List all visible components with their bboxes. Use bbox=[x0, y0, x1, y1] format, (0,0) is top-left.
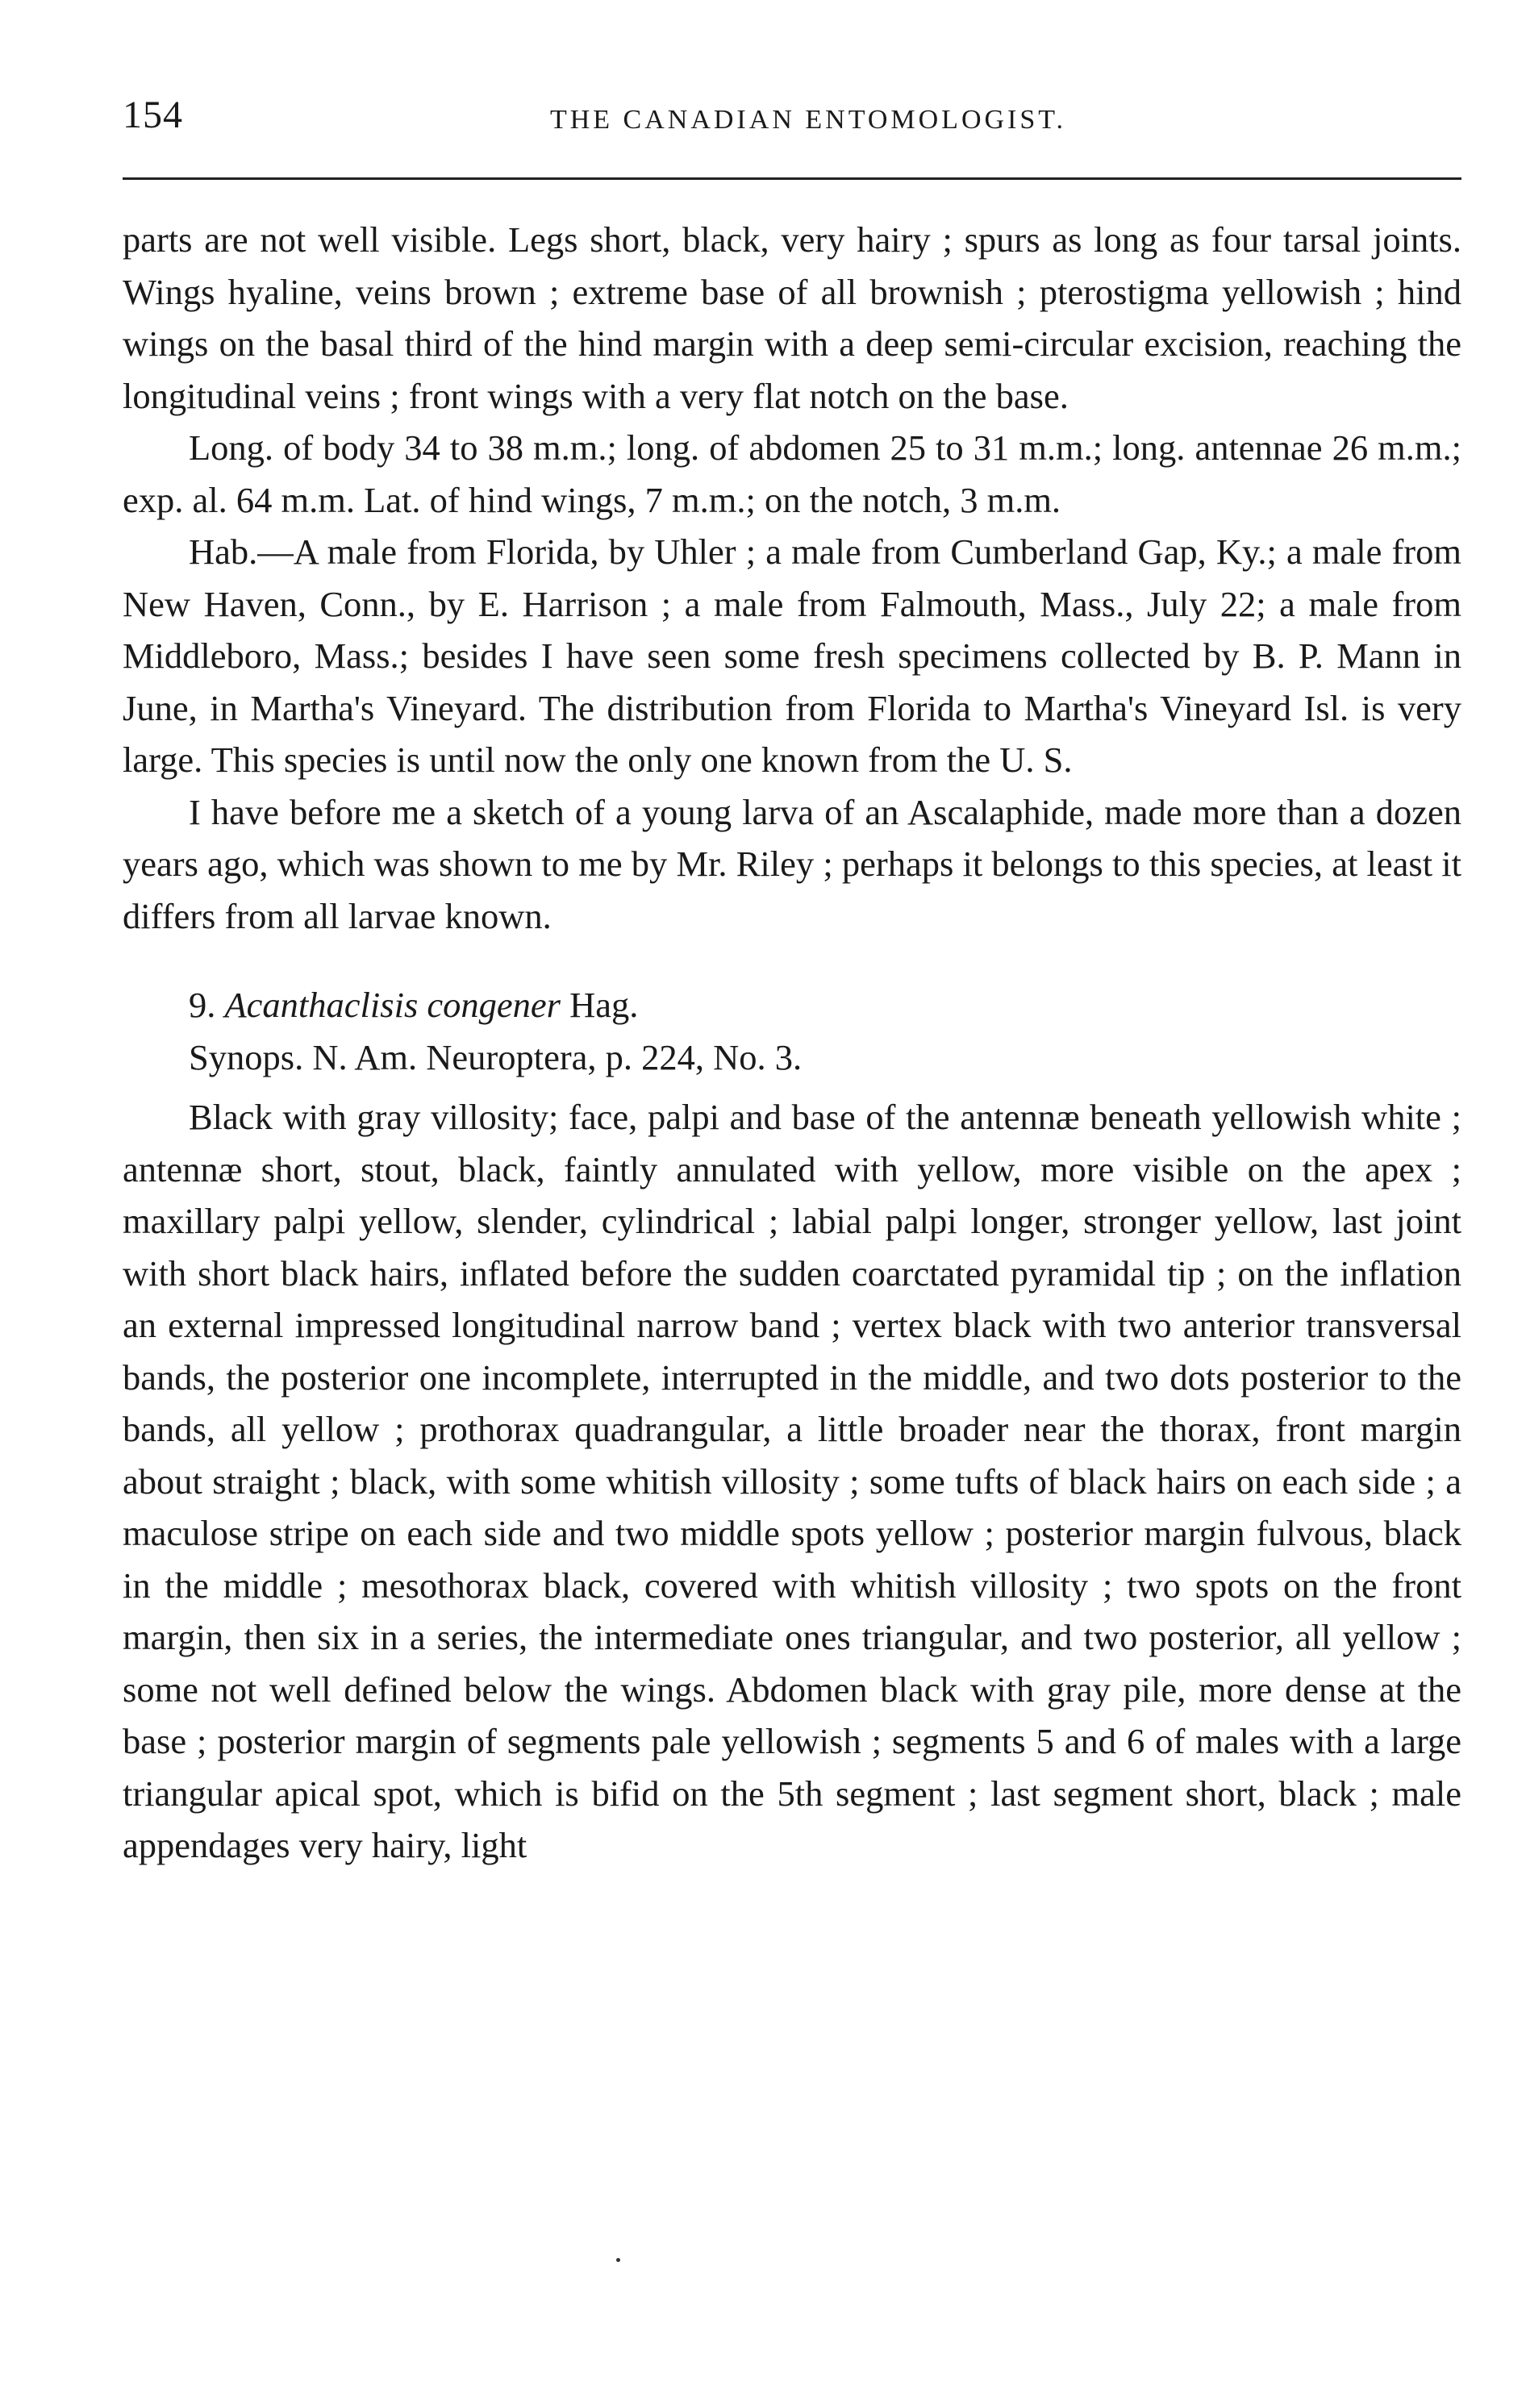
paragraph-larva-note: I have before me a sketch of a young larva of an Ascalaphide, made more than a dozen years ago, which was shown to me by Mr. Riley ; perhaps it belongs to this species, at least it differs from all larvae known. bbox=[123, 791, 1461, 936]
species-reference: Synops. N. Am. Neuroptera, p. 224, No. 3. bbox=[189, 1036, 803, 1077]
running-title: THE CANADIAN ENTOMOLOGIST. bbox=[549, 105, 1067, 135]
footer-mark bbox=[616, 2258, 620, 2262]
header-rule bbox=[123, 177, 1461, 180]
paragraph-habitat: Hab.—A male from Florida, by Uhler ; a male from Cumberland Gap, Ky.; a male from New Haven, Conn., by E. Harrison ; a male from Falmouth, Mass., July 22; a male from Middleboro, Mass.; besides I have seen some fresh specimens collected by B. P. Mann in June, in Martha's Vineyard. The distribution from Florida to Martha's Vineyard Isl. is very large. This species is until now the only one known from the U. S. bbox=[123, 531, 1461, 780]
document-page bbox=[123, 0, 1461, 2408]
page-header bbox=[123, 87, 1461, 144]
paragraph-species-description: Black with gray villosity; face, palpi and base of the antennæ beneath yellowish white ; antennæ short, stout, black, faintly annulated with yellow, more visible on the apex ; maxillary palpi yellow, slender, cylindrical ; labial palpi longer, stronger yellow, last joint with short black hairs, inflated before the sudden coarctated pyramidal tip ; on the inflation an external impressed longitudinal narrow band ; vertex black with two anterior transversal bands, the posterior one incomplete, interrupted in the middle, and two dots posterior to the bands, all yellow ; prothorax quadrangular, a little broader near the thorax, front margin about straight ; black, with some whitish villosity ; some tufts of black hairs on each side ; a maculose stripe on each side and two middle spots yellow ; posterior margin fulvous, black in the middle ; mesothorax black, covered with whitish villosity ; two spots on the front margin, then six in a series, the intermediate ones triangular, and two posterior, all yellow ; some not well defined below the wings. Abdomen black with gray pile, more dense at the base ; posterior margin of segments pale yellowish ; segments 5 and 6 of males with a large triangular apical spot, which is bifid on the 5th segment ; last segment short, black ; male appendages very hairy, light bbox=[123, 1097, 1461, 1865]
body-text bbox=[123, 214, 1461, 1872]
paragraph-description-continued: parts are not well visible. Legs short, black, very hairy ; spurs as long as four tarsal joints. Wings hyaline, veins brown ; extreme base of all brownish ; pterostigma yellowish ; hind wings on the basal third of the hind margin with a deep semi-circular excision, reaching the longitudinal veins ; front wings with a very flat notch on the base. bbox=[123, 219, 1461, 416]
page-number: 154 bbox=[123, 94, 183, 136]
species-number: 9. bbox=[189, 985, 216, 1025]
paragraph-measurements: Long. of body 34 to 38 m.m.; long. of abdomen 25 to 31 m.m.; long. antennae 26 m.m.; exp. al. 64 m.m. Lat. of hind wings, 7 m.m.; on the notch, 3 m.m. bbox=[123, 427, 1461, 520]
species-heading bbox=[123, 979, 1461, 1031]
species-author: Hag. bbox=[569, 985, 639, 1025]
species-name: Acanthaclisis congener bbox=[224, 985, 561, 1025]
